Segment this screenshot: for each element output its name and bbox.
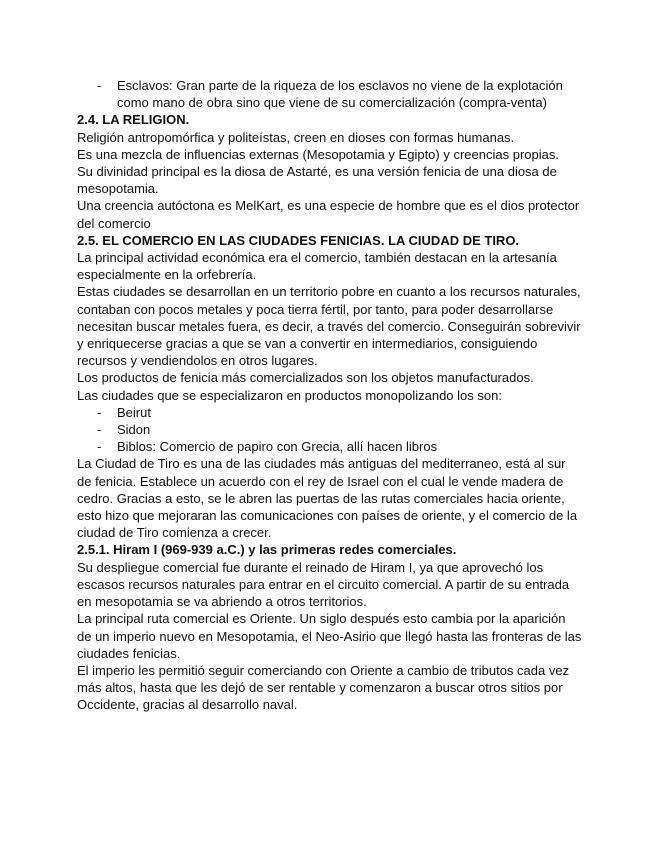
list-item-text: Beirut <box>117 404 151 420</box>
section-heading-commerce: 2.5. EL COMERCIO EN LAS CIUDADES FENICIAS. LA CIUDAD DE TIRO. <box>77 232 520 248</box>
paragraph: La principal ruta comercial es Oriente. Un siglo después esto cambia por la aparición de un imperio nuevo en Mesopotamia, el Neo-Asirio que llegó hasta las fronteras de las ciudades fenicias. <box>77 611 582 661</box>
list-item-text: Biblos: Comercio de papiro con Grecia, allí hacen libros <box>117 439 438 455</box>
list-item-text: Sidon <box>117 422 151 438</box>
bullet-marker: - <box>97 439 102 455</box>
paragraph: Su divinidad principal es la diosa de Astarté, es una versión fenicia de una diosa de mesopotamia. <box>77 164 557 197</box>
bullet-marker: - <box>97 404 102 420</box>
paragraph: Su despliegue comercial fue durante el reinado de Hiram I, ya que aprovechó los escasos recursos naturales para entrar en el circuito comercial. A partir de su entrada en mesopotamia se va abriendo a otros territorios. <box>77 559 570 610</box>
list-item-sidon <box>77 421 582 438</box>
paragraph: El imperio les permitió seguir comerciando con Oriente a cambio de tributos cada vez más altos, hasta que les dejó de ser rentable y comenzaron a buscar otros sitios por Occidente, gracias al desarrollo naval. <box>77 662 570 713</box>
paragraph: Es una mezcla de influencias externas (Mesopotamia y Egipto) y creencias propias. <box>77 146 559 162</box>
document-body <box>77 77 582 714</box>
section-heading-religion: 2.4. LA RELIGION. <box>77 112 190 128</box>
bullet-marker: - <box>97 78 102 93</box>
bullet-marker: - <box>97 422 102 438</box>
paragraph: Las ciudades que se especializaron en productos monopolizando los son: <box>77 387 502 403</box>
paragraph: La Ciudad de Tiro es una de las ciudades más antiguas del mediterraneo, está al sur de fenicia. Establece un acuerdo con el rey de Israel con el cual le vende madera de cedro. Gracias a esto, se le abren las puertas de las rutas comerciales hacia oriente, esto hizo que mejoraran las comunicaciones con países de oriente, y el comercio de la ciudad de Tiro comienza a crecer. <box>77 456 578 541</box>
list-item-esclavos <box>77 77 582 111</box>
paragraph: Estas ciudades se desarrollan en un territorio pobre en cuanto a los recursos naturales, contaban con pocos metales y poca tierra fértil, por tanto, para poder desarrollarse necesitan buscar metales fuera, es decir, a través del comercio. Conseguirán sobrevivir y enriquecerse gracias a que se van a convertir en intermediarios, consiguiendo recursos y vendiendolos en otros lugares. <box>77 284 581 369</box>
paragraph: Los productos de fenicia más comercializados son los objetos manufacturados. <box>77 370 534 386</box>
paragraph: Religión antropomórfica y politeístas, creen en dioses con formas humanas. <box>77 129 515 145</box>
list-item-beirut <box>77 404 582 421</box>
paragraph: Una creencia autóctona es MelKart, es una especie de hombre que es el dios protector del comercio <box>77 198 580 231</box>
list-item-text: Esclavos: Gran parte de la riqueza de los esclavos no viene de la explotación como mano de obra sino que viene de su comercialización (compra-venta) <box>117 78 563 111</box>
paragraph: La principal actividad económica era el comercio, también destacan en la artesanía especialmente en la orfebrería. <box>77 250 557 283</box>
section-heading-hiram: 2.5.1. Hiram I (969-939 a.C.) y las primeras redes comerciales. <box>77 542 457 558</box>
list-item-biblos <box>77 438 582 455</box>
